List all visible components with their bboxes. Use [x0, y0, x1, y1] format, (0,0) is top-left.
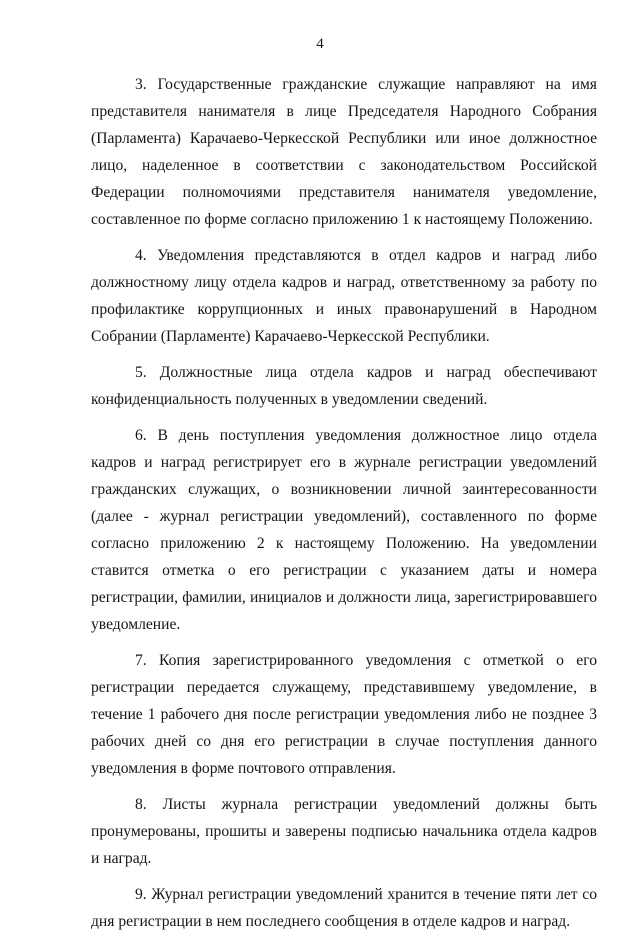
paragraph-3: 3. Государственные гражданские служащие направляют на имя представителя нанимателя в лице Председателя Народного Собрания (Парламента) Карачаево-Черкесской Республики или иное должностное лицо, наделенное в соответствии с законодательством Российской Федерации полномочиями представителя нанимателя уведомление, составленное по форме согласно приложению 1 к настоящему Положению.: [91, 76, 597, 228]
paragraph-4: 4. Уведомления представляются в отдел кадров и наград либо должностному лицу отдела кадров и наград, ответственному за работу по профилактике коррупционных и иных правонарушений в Народном Собрании (Парламенте) Карачаево-Черкесской Республики.: [91, 247, 597, 345]
paragraph-5: 5. Должностные лица отдела кадров и наград обеспечивают конфиденциальность полученных в уведомлении сведений.: [91, 364, 597, 408]
paragraph-6: 6. В день поступления уведомления должностное лицо отдела кадров и наград регистрирует его в журнале регистрации уведомлений гражданских служащих, о возникновении личной заинтересованности (далее - журнал регистрации уведомлений), составленного по форме согласно приложению 2 к настоящему Положению. На уведомлении ставится отметка о его регистрации с указанием даты и номера регистрации, фамилии, инициалов и должности лица, зарегистрировавшего уведомление.: [91, 427, 597, 633]
page-number: 4: [316, 36, 324, 52]
paragraph-7: 7. Копия зарегистрированного уведомления с отметкой о его регистрации передается служащему, представившему уведомление, в течение 1 рабочего дня после регистрации уведомления либо не позднее 3 рабочих дней со дня его регистрации в случае поступления данного уведомления в форме почтового отправления.: [91, 652, 597, 777]
paragraph-8: 8. Листы журнала регистрации уведомлений должны быть пронумерованы, прошиты и заверены подписью начальника отдела кадров и наград.: [91, 796, 597, 867]
document-body: [91, 71, 597, 944]
paragraph-9: 9. Журнал регистрации уведомлений хранится в течение пяти лет со дня регистрации в нем последнего сообщения в отделе кадров и наград.: [91, 886, 597, 930]
